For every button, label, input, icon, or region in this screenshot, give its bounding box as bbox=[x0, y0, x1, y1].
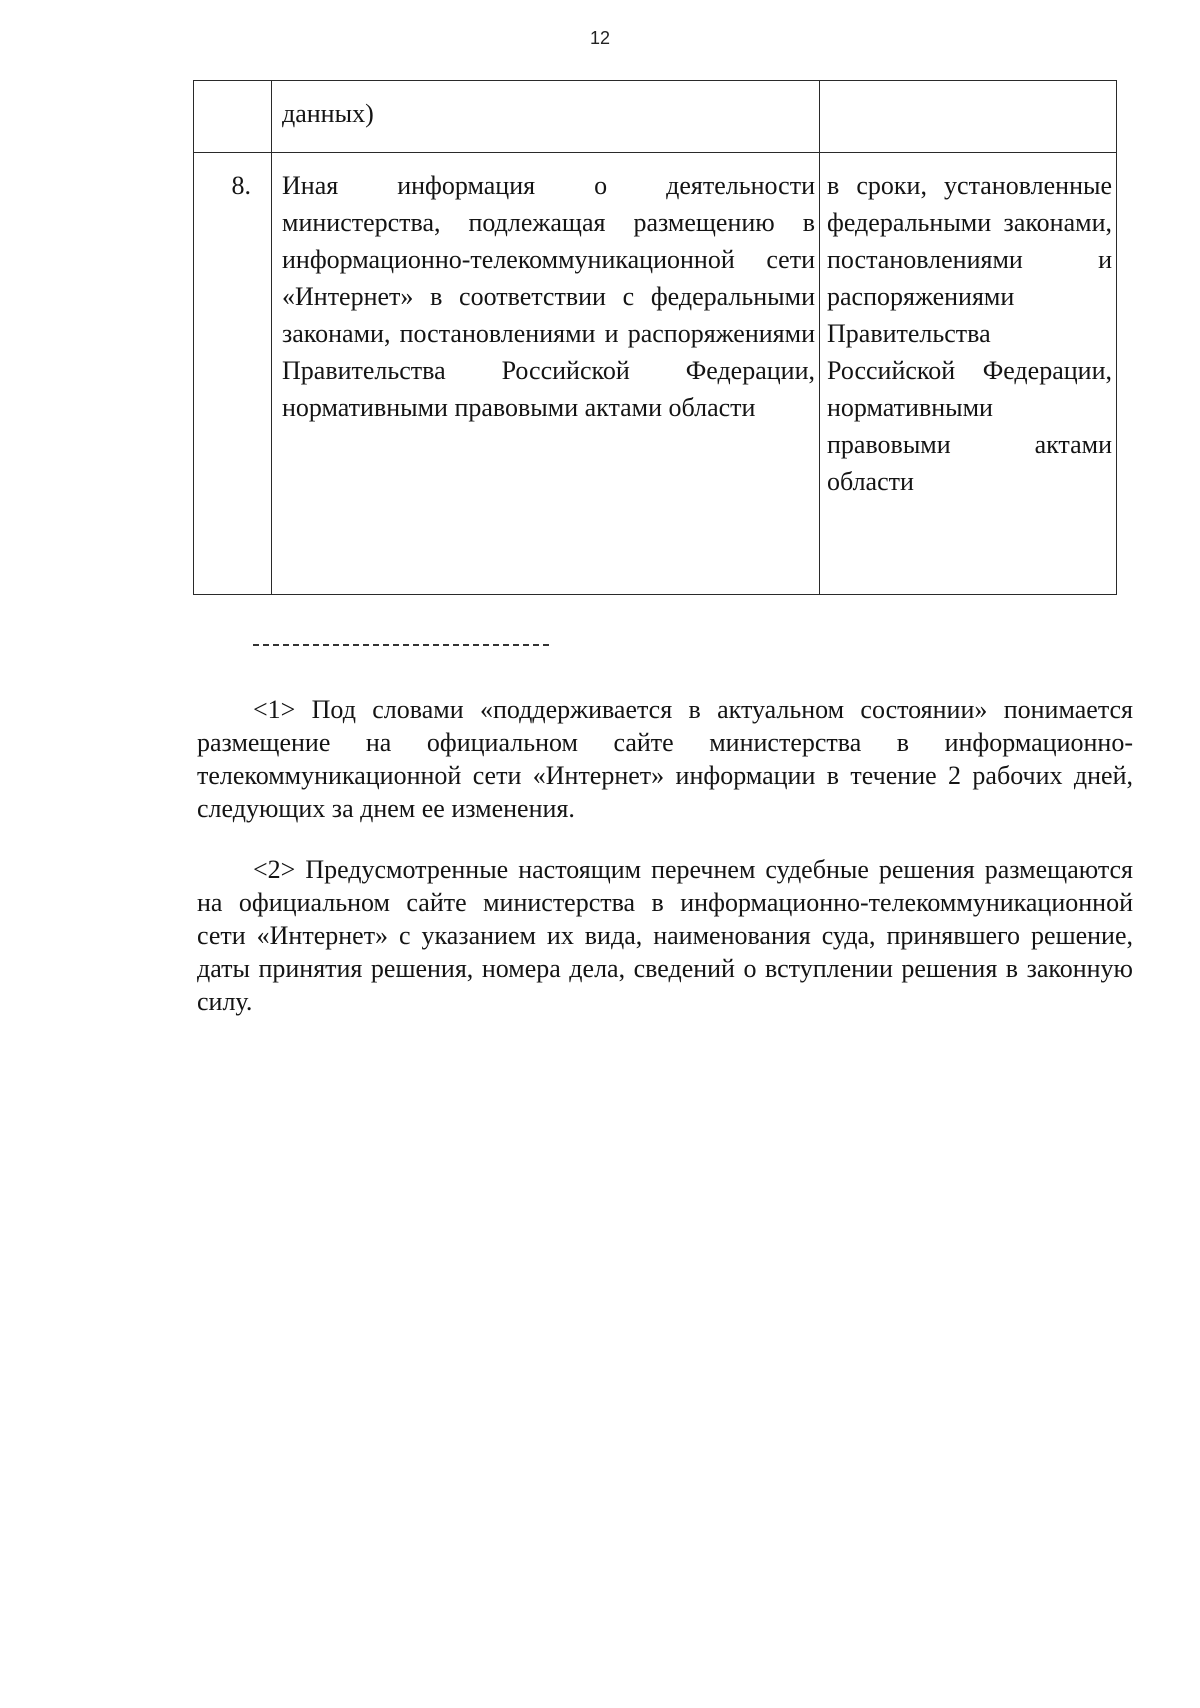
footnote-separator bbox=[253, 644, 549, 646]
row-deadline: в сроки, установленные федеральными законами, постановлениями и распоряжениями Правительства Российской Федерации, нормативными правовыми актами области bbox=[820, 153, 1117, 595]
table-row bbox=[194, 81, 1117, 153]
row-deadline bbox=[820, 81, 1117, 153]
row-info: данных) bbox=[272, 81, 820, 153]
table-row bbox=[194, 153, 1117, 595]
row-info: Иная информация о деятельности министерства, подлежащая размещению в информационно-телекоммуникационной сети «Интернет» в соответствии с федеральными законами, постановлениями и распоряжениями Правительства Российской Федерации, нормативными правовыми актами области bbox=[272, 153, 820, 595]
page-number: 12 bbox=[589, 28, 611, 48]
footnote-1: <1> Под словами «поддерживается в актуальном состоянии» понимается размещение на официальном сайте министерства в информационно-телекоммуникационной сети «Интернет» информации в течение 2 рабочих дней, следующих за днем ее изменения. bbox=[197, 695, 1133, 823]
row-number: 8. bbox=[194, 153, 272, 595]
info-table bbox=[193, 80, 1117, 595]
footnote-2: <2> Предусмотренные настоящим перечнем судебные решения размещаются на официальном сайте министерства в информационно-телекоммуникационной сети «Интернет» с указанием их вида, наименования суда, принявшего решение, даты принятия решения, номера дела, сведений о вступлении решения в законную силу. bbox=[197, 855, 1133, 1016]
row-number bbox=[194, 81, 272, 153]
